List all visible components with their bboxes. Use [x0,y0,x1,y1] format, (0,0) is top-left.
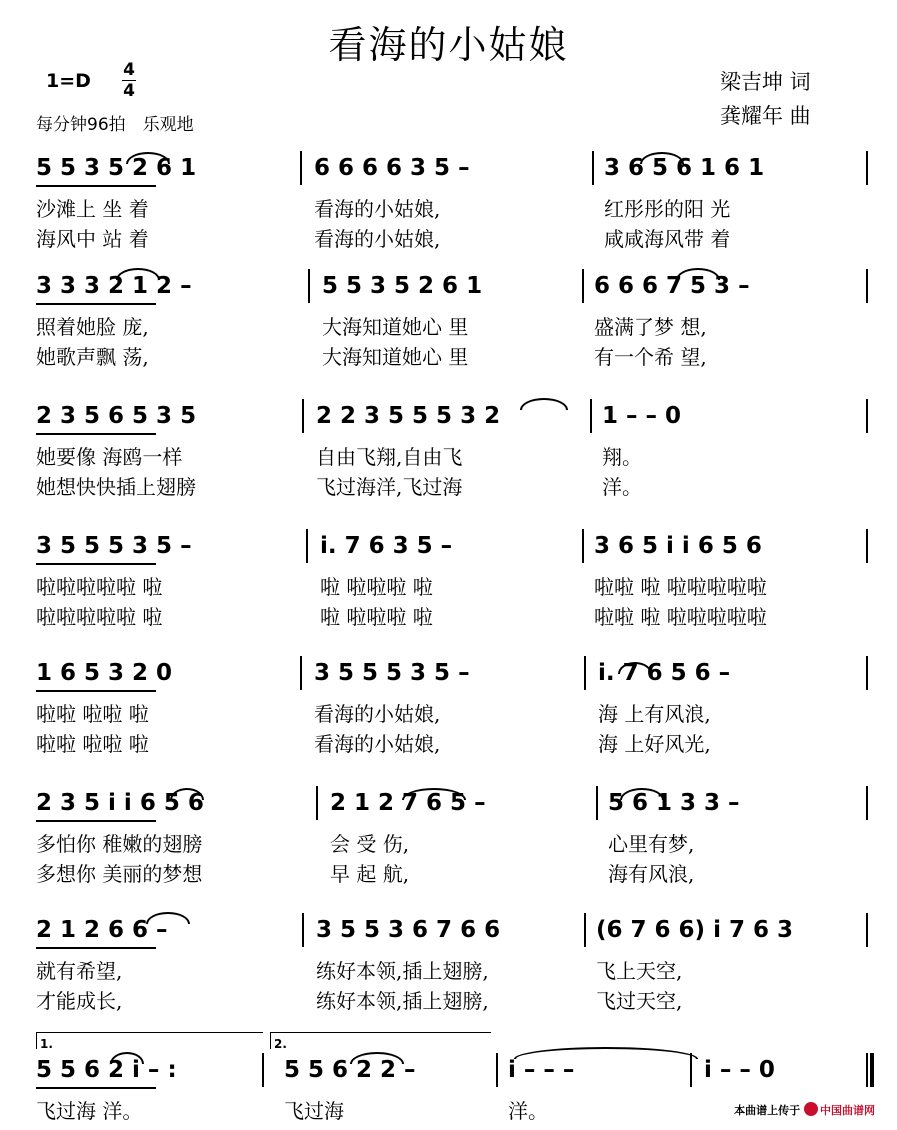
final-bar-line [870,1053,874,1087]
bar-line [590,399,592,433]
bar-line [866,656,868,690]
tie-slur [116,268,160,280]
beam-underline [36,303,156,305]
bar-line [262,1053,264,1087]
lyric-line-2: 有一个希 望, [594,345,707,369]
bar-line [300,151,302,185]
lyric-line-1: 翔。 [602,445,642,469]
note-measure-group: i. 7 6 3 5 – [320,533,453,559]
bar-line [582,529,584,563]
lyric-line-2: 海有风浪, [608,862,695,886]
lyric-line-2: 她歌声飘 荡, [36,345,149,369]
note-measure-group: i – – 0 [704,1057,775,1083]
bar-line [302,399,304,433]
lyric-line-1: 她要像 海鸥一样 [36,445,183,469]
lyric-line-2: 海 上好风光, [598,732,711,756]
bar-line [496,1053,498,1087]
beam-underline [36,947,156,949]
lyric-line-1: 会 受 伤, [330,832,410,856]
bar-line [866,529,868,563]
key-signature: 1=D [46,70,91,92]
note-measure-group: 1 6 5 3 2 0 [36,660,173,686]
note-measure-group: 2 3 5 6 5 3 5 [36,403,197,429]
lyric-line-1: 多怕你 稚嫩的翅膀 [36,832,203,856]
note-measure-group: 3 5 5 5 3 5 – [314,660,470,686]
note-measure-group: 5 5 6 2 2 – [284,1057,416,1083]
bar-line [584,913,586,947]
composer: 龚耀年 曲 [720,104,811,128]
lyric-line-1: 啦 啦啦啦 啦 [320,575,433,599]
beam-underline [36,690,156,692]
note-measure-group: (6 7 6 6) i 7 6 3 [596,917,793,943]
note-measure-group: 3 6 5 6 1 6 1 [604,155,765,181]
lyric-line-2: 啦 啦啦啦 啦 [320,605,433,629]
beam-underline [36,185,156,187]
bar-line [866,399,868,433]
lyric-line-2: 看海的小姑娘, [314,227,441,251]
tie-slur [126,152,170,164]
note-measure-group: 3 5 5 3 6 7 6 6 [316,917,501,943]
lyric-line-1: 大海知道她心 里 [322,315,469,339]
tempo-marking: 每分钟96拍 乐观地 [36,115,194,135]
lyric-line-2: 看海的小姑娘, [314,732,441,756]
upload-text: 本曲谱上传于 [734,1104,801,1117]
beam-underline [36,820,156,822]
bar-line [306,529,308,563]
lyric-line-2: 洋。 [602,475,642,499]
volta-label-2: 2. [274,1037,287,1051]
lyric-line-2: 咸咸海风带 着 [604,227,731,251]
lyricist: 梁吉坤 词 [720,70,811,94]
lyric-line-1: 啦啦 啦啦 啦 [36,702,149,726]
lyric-line-2: 才能成长, [36,989,123,1013]
bar-line [866,1053,868,1087]
lyric-line-2: 多想你 美丽的梦想 [36,862,203,886]
tie-slur [146,912,190,924]
bar-line [596,786,598,820]
lyric-line-2: 练好本领,插上翅膀, [316,989,489,1013]
lyric-line-1: 看海的小姑娘, [314,702,441,726]
note-measure-group: 2 1 2 6 6 – [36,917,168,943]
note-measure-group: 5 5 6 2 i – : [36,1057,177,1083]
bar-line [866,786,868,820]
lyric-line-1: 红彤彤的阳 光 [604,197,731,221]
note-measure-group: 1 – – 0 [602,403,682,429]
lyric-line-1: 飞过海 洋。 [36,1099,143,1123]
song-title: 看海的小姑娘 [328,23,569,67]
lyric-line-2: 啦啦 啦 啦啦啦啦啦 [594,605,767,629]
lyric-line-1: 自由飞翔,自由飞 [316,445,463,469]
note-measure-group: 2 2 3 5 5 5 3 2 [316,403,501,429]
bar-line [300,656,302,690]
beam-underline [36,433,156,435]
note-measure-group: 2 3 5 i i 6 5 6 [36,790,204,816]
volta-label-1: 1. [40,1037,53,1051]
lyric-line-1: 飞上天空, [596,959,683,983]
lyric-line-1: 飞过海 [284,1099,344,1123]
note-measure-group: 3 3 3 2 1 2 – [36,273,192,299]
lyric-line-2: 啦啦 啦啦 啦 [36,732,149,756]
tie-slur [110,1052,144,1064]
tie-slur [640,152,684,164]
bar-line [866,151,868,185]
lyric-line-2: 海风中 站 着 [36,227,149,251]
beam-underline [36,563,156,565]
note-measure-group: 5 5 3 5 2 6 1 [36,155,197,181]
lyric-line-2: 啦啦啦啦啦 啦 [36,605,163,629]
tie-slur [520,398,568,410]
lyric-line-2: 飞过天空, [596,989,683,1013]
time-signature-bottom: 4 [123,81,135,101]
site-name: 中国曲谱网 [820,1104,875,1117]
bar-line [582,269,584,303]
lyric-line-1: 盛满了梦 想, [594,315,707,339]
bar-line [866,913,868,947]
bar-line [308,269,310,303]
note-measure-group: 5 6 1 3 3 – [608,790,740,816]
time-signature [122,60,136,101]
globe-icon [804,1102,818,1116]
lyric-line-1: 照着她脸 庞, [36,315,149,339]
bar-line [866,269,868,303]
lyric-line-1: 就有希望, [36,959,123,983]
lyric-line-2: 她想快快插上翅膀 [36,475,196,499]
lyric-line-1: 啦啦 啦 啦啦啦啦啦 [594,575,767,599]
site-logo[interactable] [804,1104,875,1117]
note-measure-group: 3 5 5 5 3 5 – [36,533,192,559]
volta-bracket-1 [36,1032,263,1049]
lyric-line-2: 大海知道她心 里 [322,345,469,369]
note-measure-group: 3 6 5 i i 6 5 6 [594,533,762,559]
lyric-line-2: 早 起 航, [330,862,410,886]
note-measure-group: 2 1 2 7 6 5 – [330,790,486,816]
lyric-line-1: 啦啦啦啦啦 啦 [36,575,163,599]
tie-slur [676,268,720,280]
bar-line [592,151,594,185]
bar-line [316,786,318,820]
note-measure-group: 6 6 6 6 3 5 – [314,155,470,181]
bar-line [584,656,586,690]
lyric-line-1: 心里有梦, [608,832,695,856]
time-signature-top: 4 [123,60,135,80]
note-measure-group: i. 7 6 5 6 – [598,660,731,686]
volta-bracket-2 [270,1032,491,1049]
tie-slur [514,1047,698,1059]
lyric-line-1: 沙滩上 坐 着 [36,197,149,221]
footer [734,1102,875,1118]
lyric-line-1: 看海的小姑娘, [314,197,441,221]
lyric-line-1: 练好本领,插上翅膀, [316,959,489,983]
lyric-line-1: 洋。 [508,1099,548,1123]
note-measure-group: 6 6 6 7 5 3 – [594,273,750,299]
lyric-line-2: 飞过海洋,飞过海 [316,475,463,499]
bar-line [302,913,304,947]
beam-underline [36,1087,156,1089]
lyric-line-1: 海 上有风浪, [598,702,711,726]
tie-slur [350,1052,404,1064]
note-measure-group: 5 5 3 5 2 6 1 [322,273,483,299]
note-measure-group: i – – – [508,1057,575,1083]
